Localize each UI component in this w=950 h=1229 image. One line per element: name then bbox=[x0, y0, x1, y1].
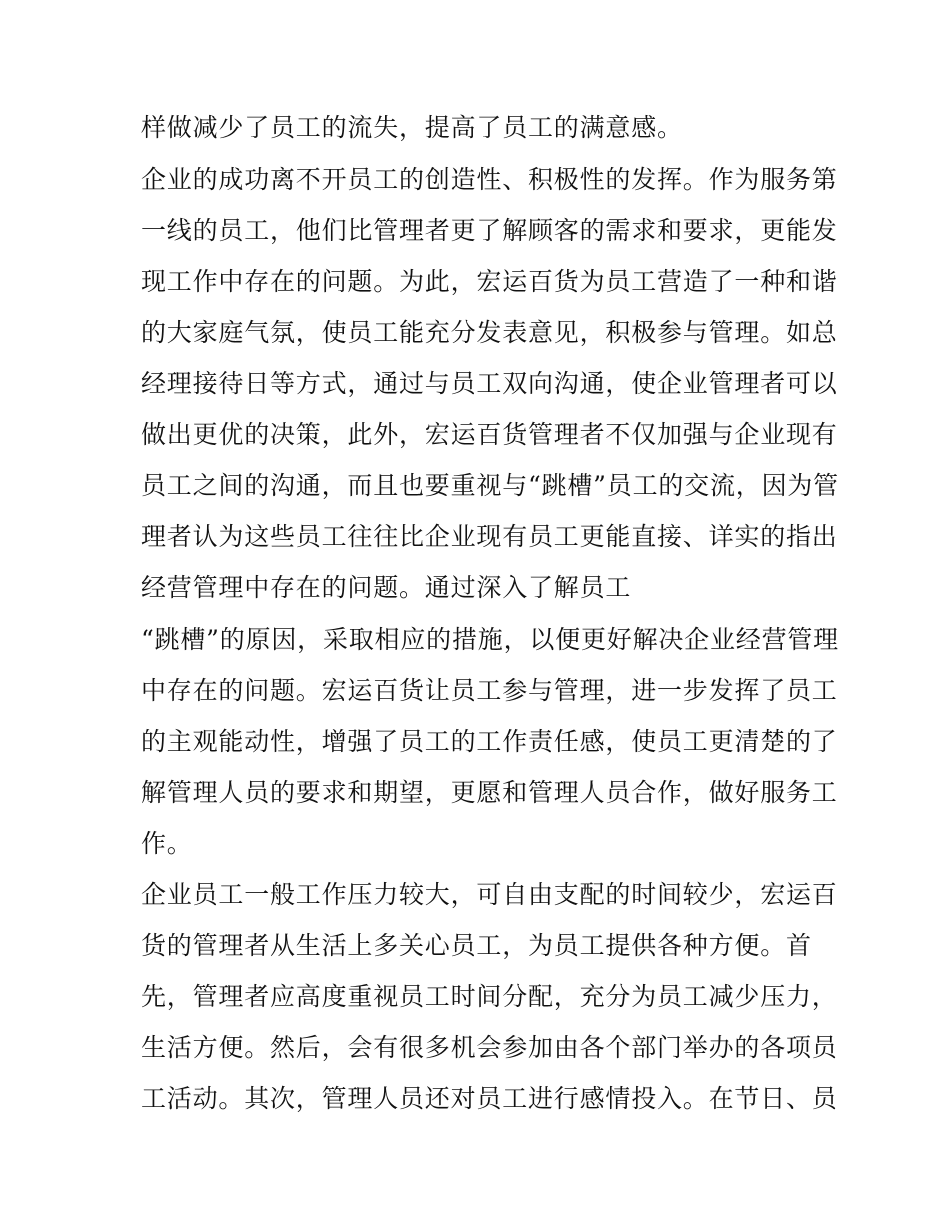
text-line: 一线的员工，他们比管理者更了解顾客的需求和要求，更能发 bbox=[141, 216, 838, 245]
text-line: 先，管理者应高度重视员工时间分配，充分为员工减少压力， bbox=[141, 982, 838, 1011]
text-line: 经理接待日等方式，通过与员工双向沟通，使企业管理者可以 bbox=[141, 369, 838, 398]
text-line: 货的管理者从生活上多关心员工，为员工提供各种方便。首 bbox=[141, 931, 812, 960]
text-line: 企业员工一般工作压力较大，可自由支配的时间较少，宏运百 bbox=[141, 880, 838, 909]
text-line: 生活方便。然后，会有很多机会参加由各个部门举办的各项员 bbox=[141, 1033, 838, 1062]
text-line: 中存在的问题。宏运百货让员工参与管理，进一步发挥了员工 bbox=[141, 676, 838, 705]
text-line: 员工之间的沟通，而且也要重视与“跳槽”员工的交流，因为管 bbox=[141, 471, 839, 500]
text-line: 经营管理中存在的问题。通过深入了解员工 bbox=[141, 573, 632, 602]
text-line: 样做减少了员工的流失，提高了员工的满意感。 bbox=[141, 113, 683, 142]
text-line: 现工作中存在的问题。为此，宏运百货为员工营造了一种和谐 bbox=[141, 267, 838, 296]
text-line: 作。 bbox=[141, 829, 193, 858]
text-line: 的大家庭气氛，使员工能充分发表意见，积极参与管理。如总 bbox=[141, 318, 838, 347]
text-line: 企业的成功离不开员工的创造性、积极性的发挥。作为服务第 bbox=[141, 165, 838, 194]
text-line: 工活动。其次，管理人员还对员工进行感情投入。在节日、员 bbox=[141, 1084, 838, 1113]
text-line: 理者认为这些员工往往比企业现有员工更能直接、详实的指出 bbox=[141, 522, 838, 551]
text-line: 的主观能动性，增强了员工的工作责任感，使员工更清楚的了 bbox=[141, 727, 838, 756]
text-line: “跳槽”的原因，采取相应的措施，以便更好解决企业经营管理 bbox=[141, 625, 839, 654]
text-line: 做出更优的决策，此外，宏运百货管理者不仅加强与企业现有 bbox=[141, 420, 838, 449]
text-line: 解管理人员的要求和期望，更愿和管理人员合作，做好服务工 bbox=[141, 778, 838, 807]
